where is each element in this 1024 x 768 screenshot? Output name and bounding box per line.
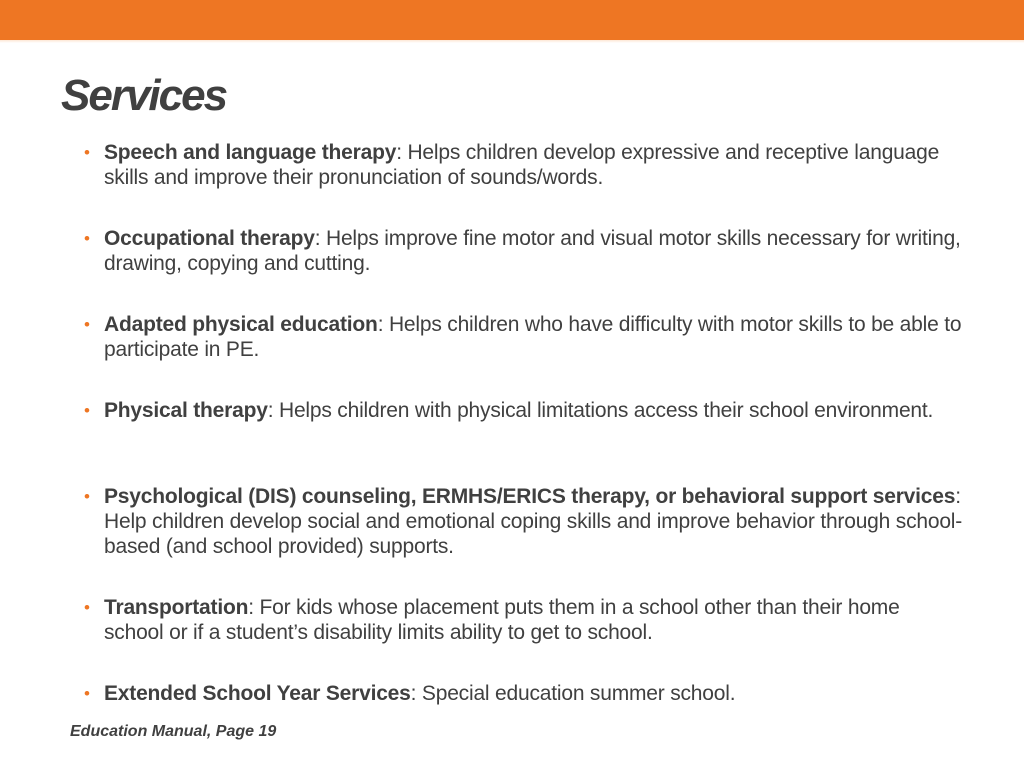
service-term: Transportation xyxy=(104,596,249,619)
service-description: : Helps children with physical limitations access their school environment. xyxy=(267,399,934,422)
list-item-psychological-counseling xyxy=(84,484,964,559)
header-accent-shadow xyxy=(0,40,1024,43)
bullet-marker: • xyxy=(84,143,90,162)
slide-title: Services xyxy=(61,71,227,120)
header-accent-bar xyxy=(0,0,1024,40)
service-description: : Helps children who have difficulty with motor skills to be able to participate in PE. xyxy=(104,313,962,361)
service-description: : Helps children develop expressive and receptive language skills and improve their pronunciation of sounds/words. xyxy=(104,141,940,189)
bullet-marker: • xyxy=(84,229,90,248)
service-term: Physical therapy xyxy=(104,399,268,422)
service-term: Adapted physical education xyxy=(104,313,378,336)
service-term: Occupational therapy xyxy=(104,227,315,250)
service-term: Speech and language therapy xyxy=(104,141,397,164)
bullet-marker: • xyxy=(84,598,90,617)
service-description: : Helps improve fine motor and visual motor skills necessary for writing, drawing, copying and cutting. xyxy=(104,227,961,275)
service-term: Extended School Year Services xyxy=(104,682,411,705)
source-citation: Education Manual, Page 19 xyxy=(70,723,277,740)
list-item-occupational-therapy xyxy=(84,226,964,276)
service-term: Psychological (DIS) counseling, ERMHS/ERICS therapy, or behavioral support services xyxy=(104,485,956,508)
list-item-speech-language-therapy xyxy=(84,140,964,190)
list-item-extended-school-year xyxy=(84,681,964,706)
service-description: : For kids whose placement puts them in a school other than their home school or if a student’s disability limits ability to get to school. xyxy=(104,596,900,644)
list-item-physical-therapy xyxy=(84,398,964,423)
bullet-marker: • xyxy=(84,684,90,703)
bullet-marker: • xyxy=(84,401,90,420)
list-item-adapted-physical-education xyxy=(84,312,964,362)
service-description: : Special education summer school. xyxy=(410,682,736,705)
list-item-transportation xyxy=(84,595,964,645)
bullet-marker: • xyxy=(84,487,90,506)
bullet-marker: • xyxy=(84,315,90,334)
service-description: : Help children develop social and emotional coping skills and improve behavior through school-based (and school provided) supports. xyxy=(104,485,963,558)
